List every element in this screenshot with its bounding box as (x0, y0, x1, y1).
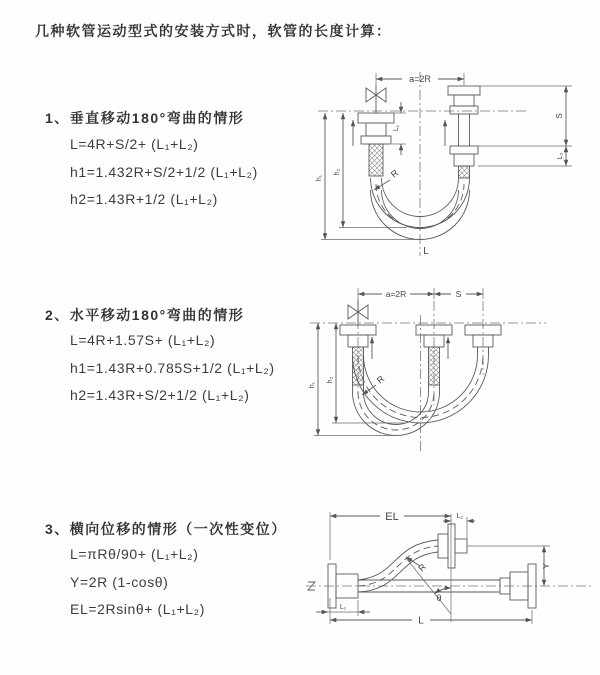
dim-label-el: EL (385, 511, 399, 523)
section-3-heading: 3、横向位移的情形（一次性变位） (45, 521, 287, 537)
section-3-formula-L: L=πRθ/90+ (L₁+L₂) (70, 546, 199, 562)
dim-label-r: R (374, 373, 387, 386)
dim-label-l: L (418, 615, 424, 627)
horizontal-180-bend-diagram (306, 285, 594, 465)
dim-label-y: Y (541, 563, 551, 569)
hose-s-curve (358, 540, 438, 592)
braided-hose-section (369, 144, 383, 176)
dim-label-theta: θ (436, 593, 442, 603)
angle-theta (406, 558, 451, 614)
dim-label-l2: L₂ (557, 152, 564, 160)
vertical-180-bend-diagram (312, 68, 594, 264)
dim-label-h2: h₂ (327, 376, 334, 384)
section-2-heading: 2、水平移动180°弯曲的情形 (45, 307, 245, 323)
dim-label-l1: L₁ (339, 604, 347, 611)
dim-label-l1: L₁ (393, 124, 400, 132)
lateral-displacement-diagram (300, 500, 600, 645)
dim-label-h1: h₁ (316, 174, 323, 182)
middle-fitting (416, 325, 452, 392)
left-fitting (358, 113, 394, 176)
valve-icon (366, 85, 386, 113)
dim-label-s: S (555, 113, 564, 119)
braided-hose-section (459, 166, 470, 178)
section-1-formula-h2: h2=1.43R+1/2 (L₁+L₂) (70, 191, 218, 207)
valve-icon (348, 299, 368, 325)
section-2-formula-h1: h1=1.43R+0.785S+1/2 (L₁+L₂) (70, 360, 275, 376)
section-1-formula-h1: h1=1.432R+S/2+1/2 (L₁+L₂) (70, 164, 258, 180)
upper-flange (438, 524, 467, 568)
right-fitting (448, 86, 480, 178)
dim-label-r: R (388, 167, 401, 180)
dim-label-l2: L₂ (456, 513, 464, 520)
section-2-formula-h2: h2=1.43R+S/2+1/2 (L₁+L₂) (70, 387, 250, 403)
section-2-formula-L: L=4R+1.57S+ (L₁+L₂) (70, 332, 216, 348)
dim-label-a2r: a=2R (409, 74, 431, 84)
dim-label-a2r: a=2R (385, 289, 407, 299)
dim-label-s: S (455, 289, 462, 299)
dim-label-l: L (423, 246, 429, 257)
section-3-formula-EL: EL=2Rsinθ+ (L₁+L₂) (70, 601, 205, 617)
section-3-formula-Y: Y=2R (1-cosθ) (70, 574, 169, 590)
dim-label-h1: h₁ (309, 381, 316, 389)
section-1-heading: 1、垂直移动180°弯曲的情形 (45, 110, 245, 126)
page-title: 几种软管运动型式的安装方式时，软管的长度计算： (35, 23, 392, 39)
section-1-formula-L: L=4R+S/2+ (L₁+L₂) (70, 136, 199, 152)
dim-label-r: R (416, 561, 429, 574)
dim-label-h2: h₂ (334, 168, 341, 176)
